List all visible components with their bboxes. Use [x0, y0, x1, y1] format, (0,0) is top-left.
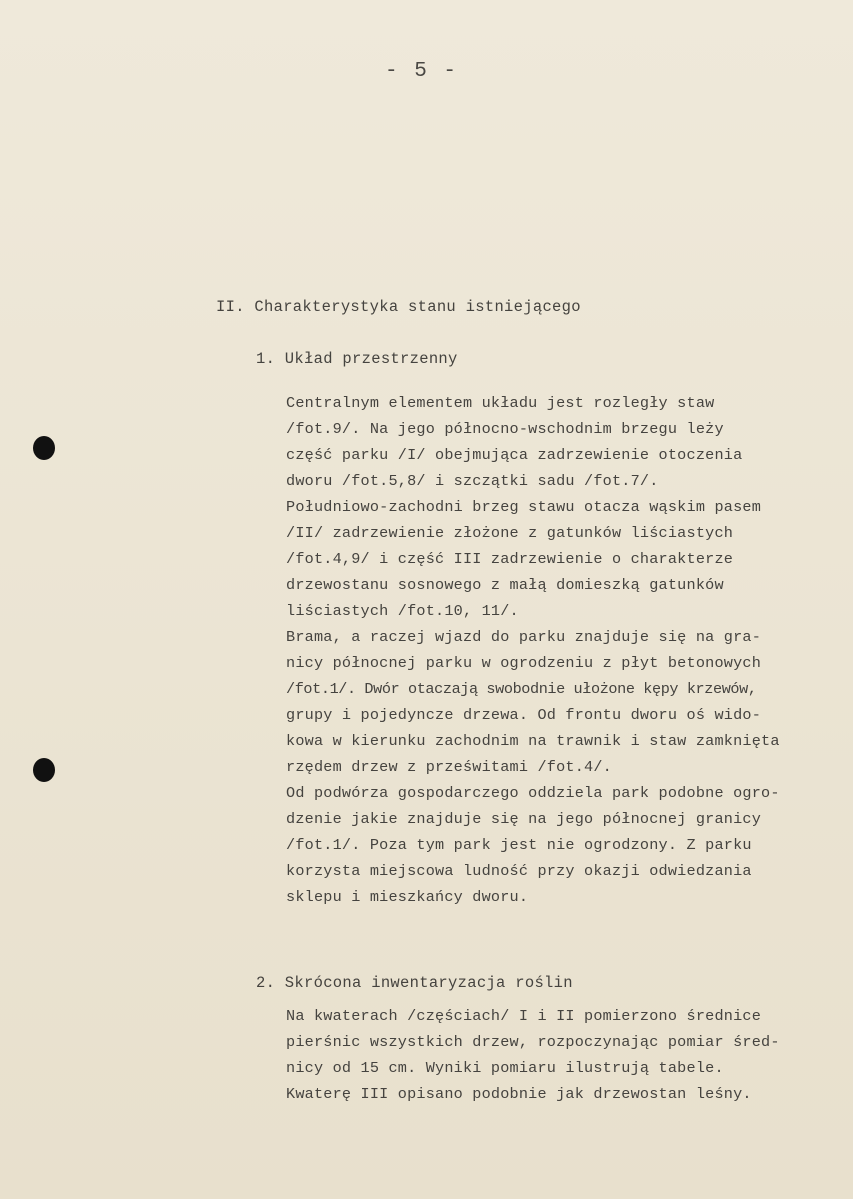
body-line: część parku /I/ obejmująca zadrzewienie otoczenia [286, 446, 743, 464]
body-line: nicy od 15 cm. Wyniki pomiaru ilustrują tabele. [286, 1059, 724, 1077]
body-line: liściastych /fot.10, 11/. [286, 602, 519, 620]
body-line: Na kwaterach /częściach/ I i II pomierzono średnice [286, 1007, 762, 1025]
subsection-heading-2: 2. Skrócona inwentaryzacja roślin [256, 974, 573, 992]
subsection-heading-1: 1. Układ przestrzenny [256, 350, 458, 368]
body-line: Kwaterę III opisano podobnie jak drzewostan leśny. [286, 1085, 752, 1103]
body-line: /II/ zadrzewienie złożone z gatunków liściastych [286, 524, 734, 542]
body-line: sklepu i mieszkańcy dworu. [286, 888, 529, 906]
body-line: /fot.4,9/ i część III zadrzewienie o charakterze [286, 550, 734, 568]
body-line: drzewostanu sosnowego z małą domieszką gatunków [286, 576, 724, 594]
body-line: /fot.9/. Na jego północno-wschodnim brzegu leży [286, 420, 724, 438]
section-heading: II. Charakterystyka stanu istniejącego [216, 298, 581, 316]
body-line: Południowo-zachodni brzeg stawu otacza wąskim pasem [286, 498, 762, 516]
body-line: korzysta miejscowa ludność przy okazji odwiedzania [286, 862, 752, 880]
body-line: dworu /fot.5,8/ i szczątki sadu /fot.7/. [286, 472, 659, 490]
body-line: kowa w kierunku zachodnim na trawnik i staw zamknięta [286, 732, 780, 750]
body-line: grupy i pojedyncze drzewa. Od frontu dworu oś wido- [286, 706, 762, 724]
body-line: Brama, a raczej wjazd do parku znajduje się na gra- [286, 628, 762, 646]
body-line: /fot.1/. Dwór otaczają swobodnie ułożone kępy krzewów, [286, 680, 757, 698]
body-line: dzenie jakie znajduje się na jego północnej granicy [286, 810, 762, 828]
body-line: nicy północnej parku w ogrodzeniu z płyt betonowych [286, 654, 762, 672]
subsection-1-body [286, 390, 851, 910]
page-number: - 5 - [385, 60, 459, 83]
punch-hole-top [33, 436, 55, 460]
punch-hole-bottom [33, 758, 55, 782]
body-line: pierśnic wszystkich drzew, rozpoczynając pomiar śred- [286, 1033, 780, 1051]
subsection-2-body [286, 1003, 851, 1107]
body-line: Od podwórza gospodarczego oddziela park podobne ogro- [286, 784, 780, 802]
body-line: rzędem drzew z prześwitami /fot.4/. [286, 758, 612, 776]
body-line: Centralnym elementem układu jest rozległy staw [286, 394, 715, 412]
body-line: /fot.1/. Poza tym park jest nie ogrodzony. Z parku [286, 836, 752, 854]
